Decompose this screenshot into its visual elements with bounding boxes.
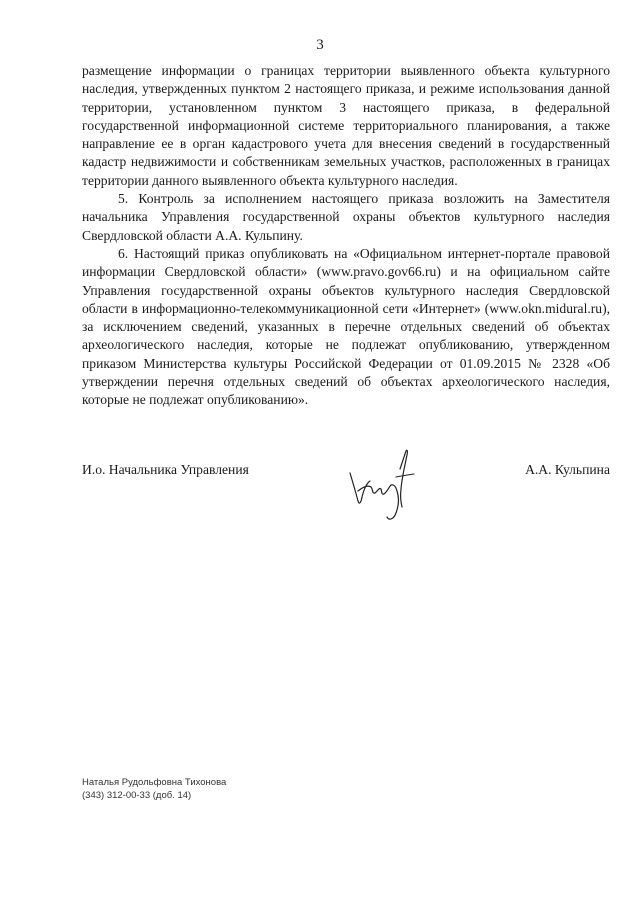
paragraph-item-6: 6. Настоящий приказ опубликовать на «Официальном интернет-портале правовой информации Свердловской области» (www.pravo.gov66.ru) и на официальном сайте Управления государственной охраны объектов культурного наследия Свердловской области в информационно-телекоммуникационной сети «Интернет» (www.okn.midural.ru), за исключением сведений, указанных в перечне отдельных сведений об объектах археологического наследия, которые не подлежат опубликованию, утвержденном приказом Министерства культуры Российской Федерации от 01.09.2015 № 2328 «Об утверждении перечня отдельных сведений об объектах археологического наследия, которые не подлежат опубликованию». (82, 245, 610, 408)
signatory-name: А.А. Кульпина (525, 462, 610, 477)
signature-block (82, 447, 610, 527)
handwritten-signature (344, 447, 424, 525)
executor-footer (82, 776, 226, 802)
paragraph-item-5: 5. Контроль за исполнением настоящего приказа возложить на Заместителя начальника Управления государственной охраны объектов культурного наследия Свердловской области А.А. Кульпину. (82, 191, 610, 243)
document-body (82, 62, 610, 410)
paragraph-continuation: размещение информации о границах территории выявленного объекта культурного наследия, утвержденных пунктом 2 настоящего приказа, и режиме использования данной территории, установленном пунктом 3 настоящего приказа, в федеральной государственной информационной системе территориального планирования, а также направление ее в орган кадастрового учета для внесения сведений в государственный кадастр недвижимости и собственникам земельных участков, расположенных в границах территории данного выявленного объекта культурного наследия. (82, 63, 610, 188)
page-number: 3 (316, 37, 324, 53)
signatory-position: И.о. Начальника Управления (82, 462, 249, 477)
executor-name: Наталья Рудольфовна Тихонова (82, 777, 227, 788)
executor-phone: (343) 312-00-33 (доб. 14) (82, 790, 192, 801)
